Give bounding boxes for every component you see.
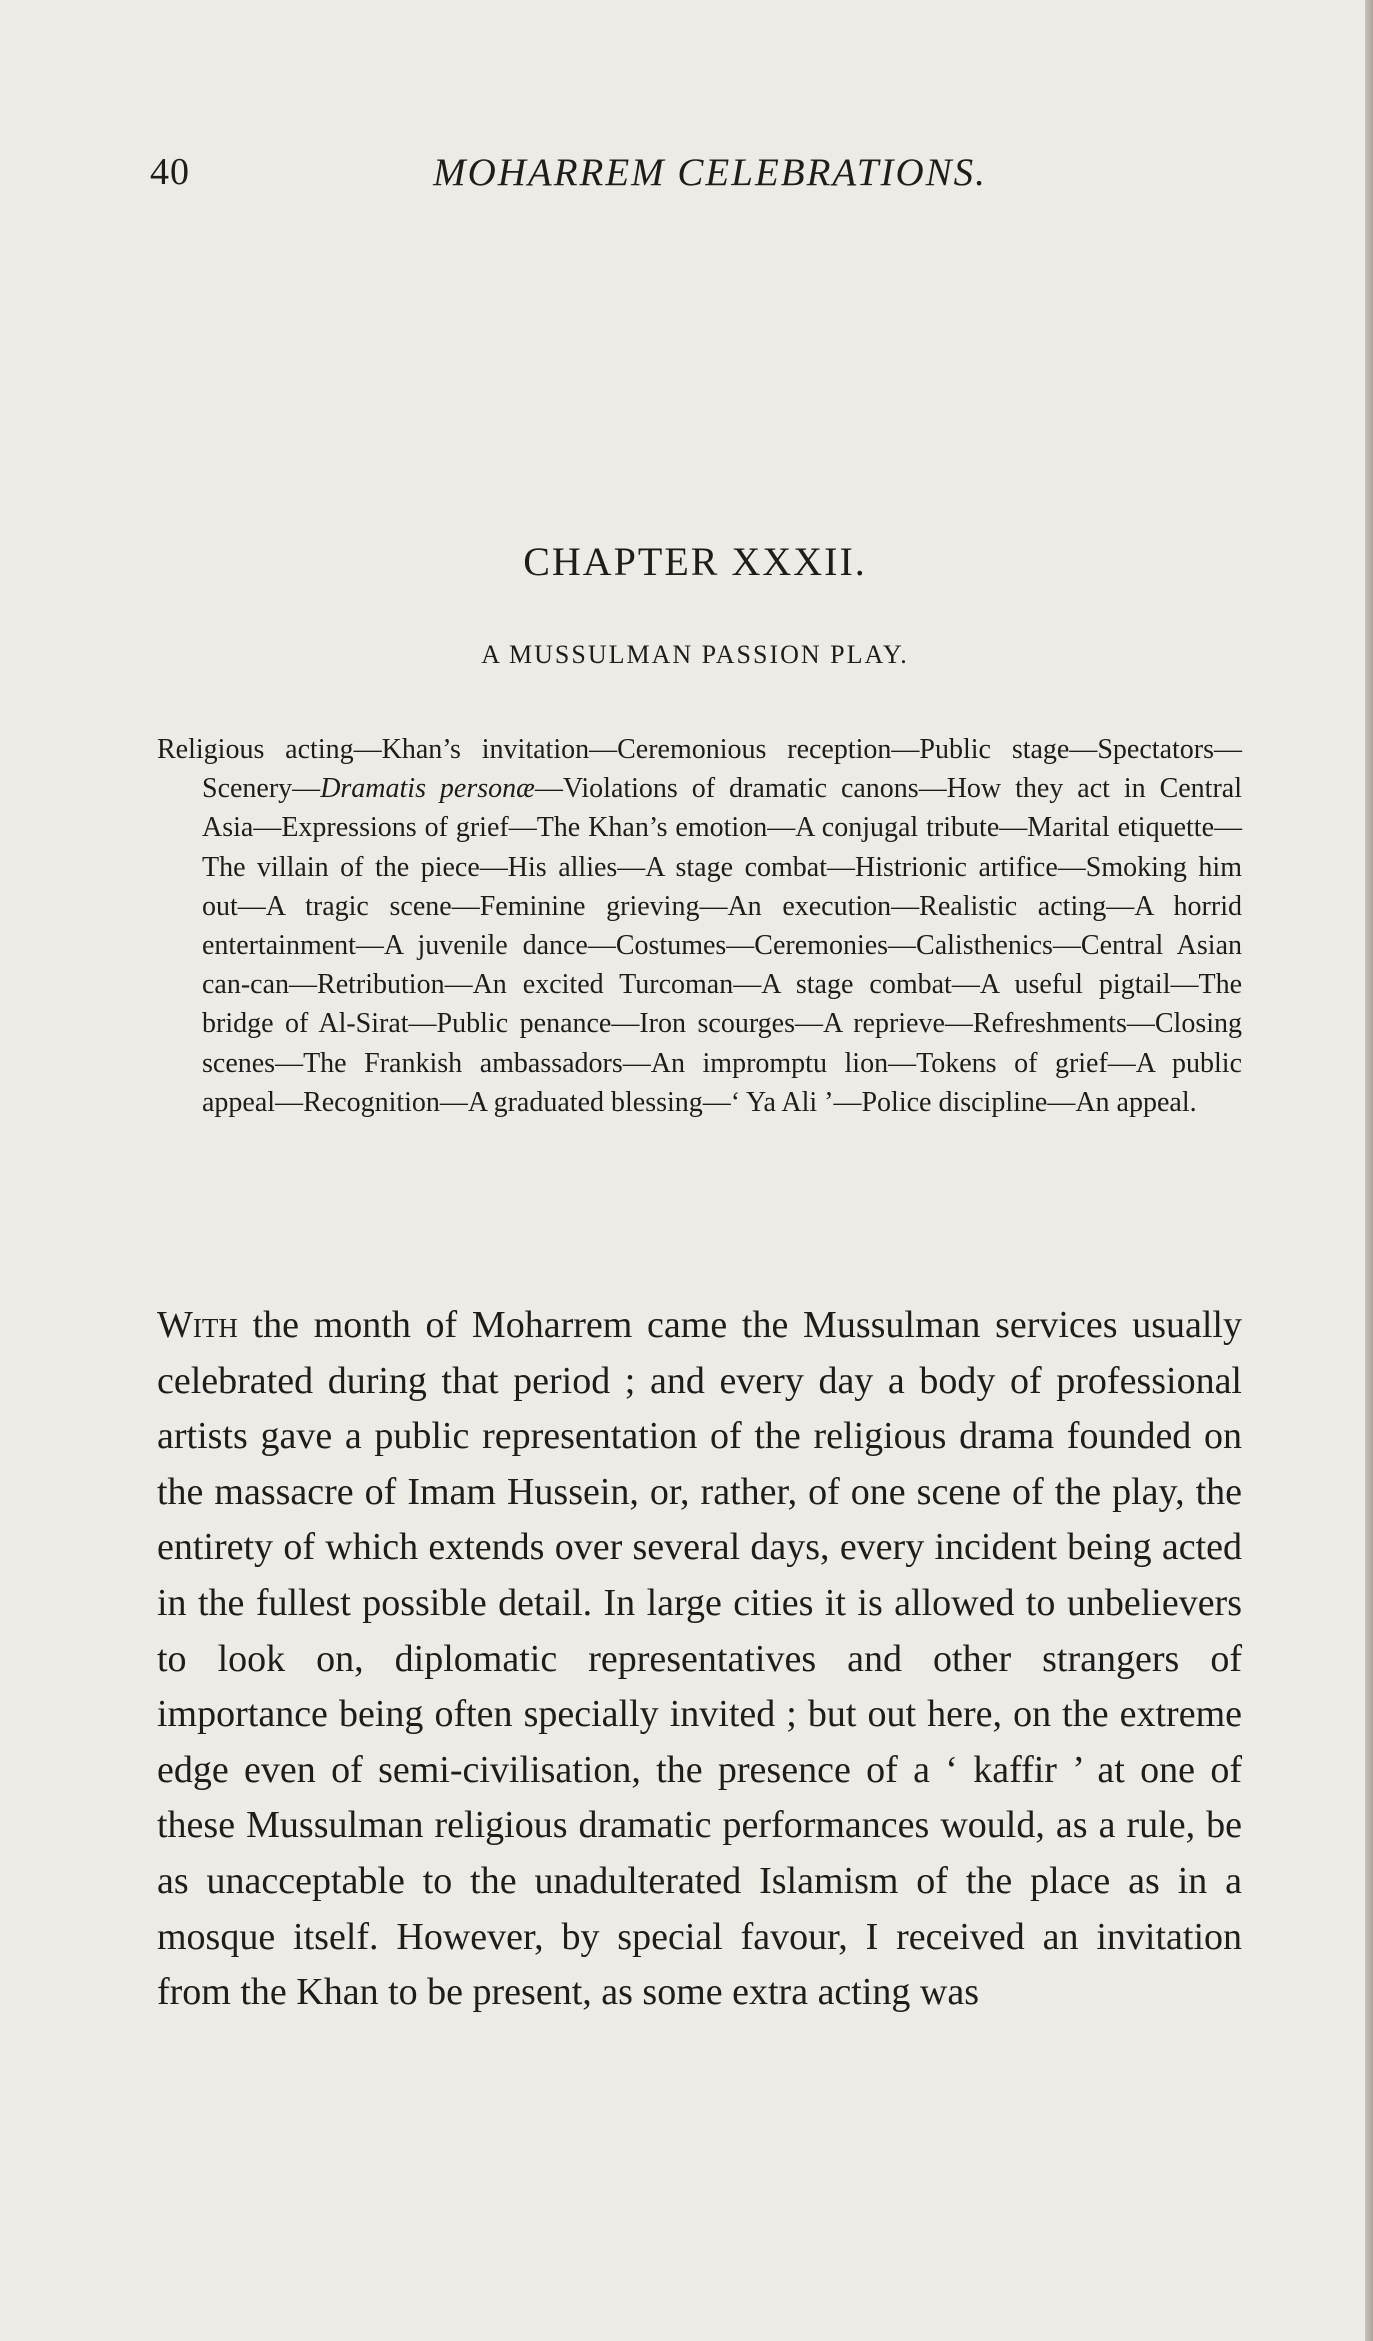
page-edge-shadow: [1365, 0, 1373, 2341]
chapter-title: CHAPTER XXXII.: [523, 539, 867, 584]
body-paragraph: [157, 1298, 1242, 2021]
chapter-synopsis: [157, 730, 1242, 1122]
opening-word: With: [157, 1304, 238, 1346]
page-number: 40: [150, 151, 190, 193]
page-header: [150, 150, 1230, 210]
chapter-subtitle: A MUSSULMAN PASSION PLAY.: [481, 640, 909, 669]
synopsis-text-part1: Religious acting—Khan’s invitation—Ceremonious reception—Public stage—Spectators—Scenery—: [157, 734, 1242, 805]
body-paragraph-text: the month of Moharrem came the Mussulman services usually celebrated during that period ; and every day a body of professional artists gave a public representation of the religious drama founded on the massacre of Imam Hussein, or, rather, of one scene of the play, the entirety of which extends over several days, every incident being acted in the fullest possible detail. In large cities it is allowed to unbelievers to look on, diplomatic representatives and other strangers of importance being often specially invited ; but out here, on the extreme edge even of semi-civilisation, the presence of a ‘ kaffir ’ at one of these Mussulman religious dramatic performances would, as a rule, be as unacceptable to the unadulterated Islamism of the place as in a mosque itself. However, by special favour, I received an invitation from the Khan to be present, as some extra acting was: [157, 1304, 1242, 2014]
synopsis-text-part2: —Violations of dramatic canons—How they act in Central Asia—Expressions of grief—The Khan’s emotion—A conjugal tribute—Marital etiquette—The villain of the piece—His allies—A stage combat—Histrionic artifice—Smoking him out—A tragic scene—Feminine grieving—An execution—Realistic acting—A horrid entertainment—A juvenile dance—Costumes—Ceremonies—Calisthenics—Central Asian can-can—Retribution—An excited Turcoman—A stage combat—A useful pigtail—The bridge of Al-Sirat—Public penance—Iron scourges—A reprieve—Refreshments—Closing scenes—The Frankish ambassadors—An impromptu lion—Tokens of grief—A public appeal—Recognition—A graduated blessing—‘ Ya Ali ’—Police discipline—An appeal.: [202, 773, 1242, 1118]
synopsis-italic-term: Dramatis personæ: [320, 773, 535, 805]
running-head: MOHARREM CELEBRATIONS.: [433, 151, 987, 194]
